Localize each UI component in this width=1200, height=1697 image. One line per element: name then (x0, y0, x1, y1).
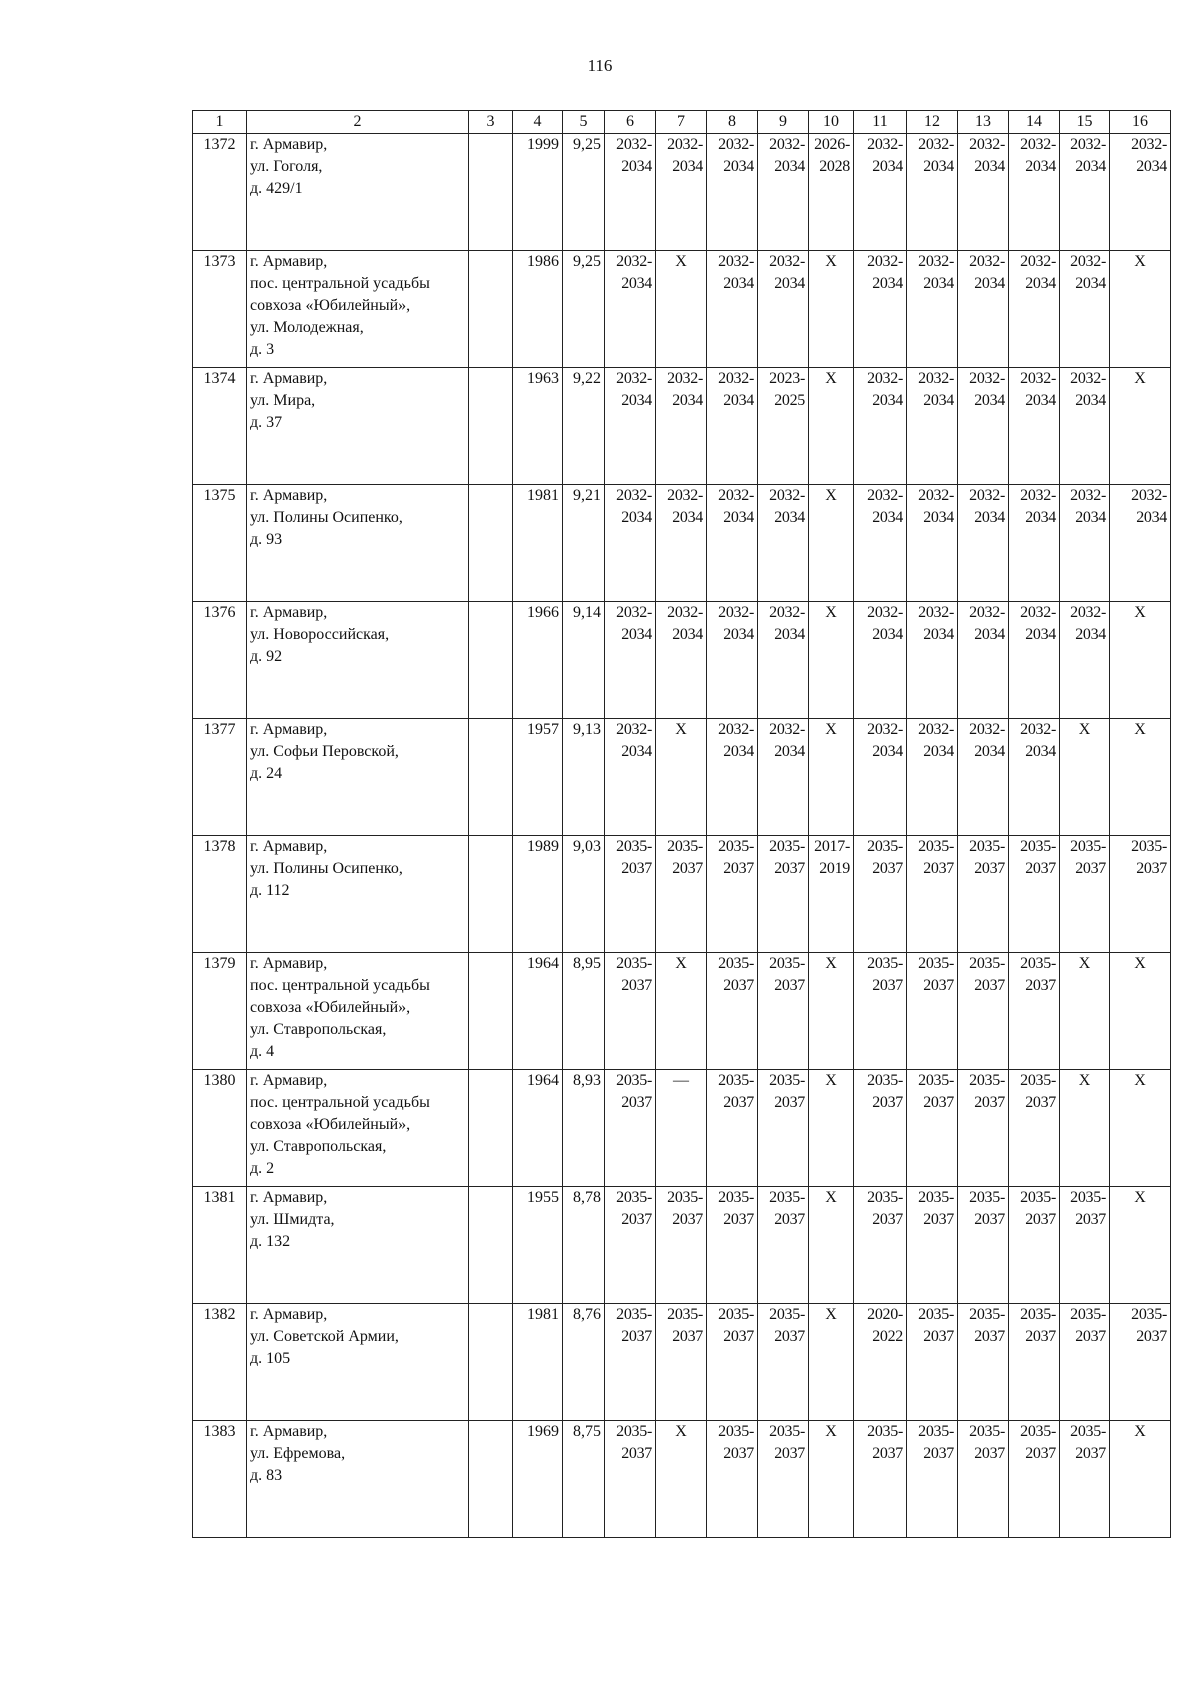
period-cell: 2035- 2037 (1009, 1070, 1060, 1187)
period-cell: — (656, 1070, 707, 1187)
address-cell: г. Армавир, ул. Шмидта, д. 132 (247, 1187, 469, 1304)
row-number: 1383 (193, 1421, 247, 1538)
row-number: 1373 (193, 251, 247, 368)
row-number: 1382 (193, 1304, 247, 1421)
period-cell: 2035- 2037 (1009, 1304, 1060, 1421)
year-cell: 1966 (513, 602, 563, 719)
period-cell: 2035- 2037 (707, 1187, 758, 1304)
data-table (192, 110, 1171, 1538)
period-cell: 2032- 2034 (1009, 368, 1060, 485)
period-cell: 2032- 2034 (707, 719, 758, 836)
period-cell: 2035- 2037 (707, 836, 758, 953)
period-cell: 2032- 2034 (1110, 485, 1171, 602)
period-cell: 2035- 2037 (1009, 1187, 1060, 1304)
period-cell: 2035- 2037 (958, 836, 1009, 953)
table-row (193, 134, 1171, 251)
period-cell: 2032- 2034 (605, 368, 656, 485)
period-cell: 2035- 2037 (958, 1421, 1009, 1538)
period-cell: 2035- 2037 (854, 1070, 907, 1187)
column-header: 7 (656, 111, 707, 134)
address-cell: г. Армавир, ул. Советской Армии, д. 105 (247, 1304, 469, 1421)
column-header: 12 (907, 111, 958, 134)
period-cell: 2035- 2037 (1110, 836, 1171, 953)
period-cell: X (1110, 1421, 1171, 1538)
period-cell: 2032- 2034 (758, 602, 809, 719)
header-row (193, 111, 1171, 134)
period-cell: 2035- 2037 (854, 836, 907, 953)
period-cell: 2035- 2037 (656, 1304, 707, 1421)
period-cell: X (809, 485, 854, 602)
year-cell: 1964 (513, 953, 563, 1070)
col3-cell (469, 1070, 513, 1187)
period-cell: 2035- 2037 (758, 953, 809, 1070)
col3-cell (469, 485, 513, 602)
col3-cell (469, 953, 513, 1070)
period-cell: 2035- 2037 (854, 953, 907, 1070)
period-cell: 2032- 2034 (1009, 485, 1060, 602)
period-cell: 2032- 2034 (1009, 251, 1060, 368)
period-cell: 2035- 2037 (758, 1070, 809, 1187)
period-cell: 2032- 2034 (707, 251, 758, 368)
period-cell: 2032- 2034 (958, 485, 1009, 602)
period-cell: 2032- 2034 (605, 719, 656, 836)
period-cell: 2032- 2034 (707, 134, 758, 251)
period-cell: X (1110, 251, 1171, 368)
period-cell: 2035- 2037 (758, 1421, 809, 1538)
table-row (193, 719, 1171, 836)
column-header: 1 (193, 111, 247, 134)
period-cell: 2035- 2037 (1060, 1421, 1110, 1538)
row-number: 1375 (193, 485, 247, 602)
period-cell: 2017- 2019 (809, 836, 854, 953)
value-cell: 8,78 (563, 1187, 605, 1304)
period-cell: 2035- 2037 (605, 1304, 656, 1421)
value-cell: 9,13 (563, 719, 605, 836)
value-cell: 9,25 (563, 134, 605, 251)
col3-cell (469, 251, 513, 368)
col3-cell (469, 1421, 513, 1538)
period-cell: 2035- 2037 (605, 1070, 656, 1187)
col3-cell (469, 134, 513, 251)
row-number: 1378 (193, 836, 247, 953)
period-cell: 2032- 2034 (1060, 485, 1110, 602)
period-cell: X (1110, 953, 1171, 1070)
period-cell: 2032- 2034 (605, 134, 656, 251)
period-cell: 2032- 2034 (854, 485, 907, 602)
period-cell: 2035- 2037 (1060, 1304, 1110, 1421)
period-cell: 2035- 2037 (758, 1304, 809, 1421)
table-row (193, 251, 1171, 368)
period-cell: 2032- 2034 (605, 251, 656, 368)
value-cell: 9,25 (563, 251, 605, 368)
period-cell: 2035- 2037 (907, 953, 958, 1070)
col3-cell (469, 1187, 513, 1304)
value-cell: 9,03 (563, 836, 605, 953)
year-cell: 1955 (513, 1187, 563, 1304)
period-cell: 2032- 2034 (1009, 602, 1060, 719)
period-cell: 2032- 2034 (707, 602, 758, 719)
period-cell: 2032- 2034 (907, 251, 958, 368)
period-cell: 2032- 2034 (605, 602, 656, 719)
period-cell: 2032- 2034 (1060, 251, 1110, 368)
period-cell: 2026- 2028 (809, 134, 854, 251)
year-cell: 1963 (513, 368, 563, 485)
period-cell: 2035- 2037 (758, 836, 809, 953)
table-row (193, 836, 1171, 953)
period-cell: 2035- 2037 (958, 1070, 1009, 1187)
period-cell: 2032- 2034 (907, 485, 958, 602)
period-cell: 2032- 2034 (907, 368, 958, 485)
address-cell: г. Армавир, пос. центральной усадьбы совхоза «Юбилейный», ул. Ставропольская, д. 2 (247, 1070, 469, 1187)
period-cell: 2035- 2037 (958, 1187, 1009, 1304)
period-cell: 2035- 2037 (958, 1304, 1009, 1421)
period-cell: X (809, 602, 854, 719)
value-cell: 8,76 (563, 1304, 605, 1421)
period-cell: 2035- 2037 (656, 1187, 707, 1304)
table-body (193, 134, 1171, 1538)
table-row (193, 485, 1171, 602)
column-header: 11 (854, 111, 907, 134)
period-cell: X (1110, 1187, 1171, 1304)
period-cell: X (809, 1187, 854, 1304)
period-cell: 2032- 2034 (907, 134, 958, 251)
col3-cell (469, 602, 513, 719)
period-cell: 2035- 2037 (907, 1187, 958, 1304)
table-row (193, 953, 1171, 1070)
period-cell: X (656, 251, 707, 368)
year-cell: 1981 (513, 485, 563, 602)
column-header: 14 (1009, 111, 1060, 134)
column-header: 15 (1060, 111, 1110, 134)
period-cell: X (809, 953, 854, 1070)
period-cell: 2035- 2037 (656, 836, 707, 953)
period-cell: 2032- 2034 (1060, 368, 1110, 485)
period-cell: X (656, 719, 707, 836)
period-cell: 2032- 2034 (1009, 719, 1060, 836)
value-cell: 8,95 (563, 953, 605, 1070)
row-number: 1381 (193, 1187, 247, 1304)
col3-cell (469, 836, 513, 953)
column-header: 3 (469, 111, 513, 134)
row-number: 1377 (193, 719, 247, 836)
period-cell: 2032- 2034 (958, 602, 1009, 719)
period-cell: X (809, 368, 854, 485)
value-cell: 9,22 (563, 368, 605, 485)
column-header: 13 (958, 111, 1009, 134)
period-cell: X (656, 953, 707, 1070)
table-row (193, 368, 1171, 485)
period-cell: 2032- 2034 (656, 134, 707, 251)
period-cell: 2035- 2037 (605, 1421, 656, 1538)
address-cell: г. Армавир, пос. центральной усадьбы совхоза «Юбилейный», ул. Молодежная, д. 3 (247, 251, 469, 368)
period-cell: X (809, 251, 854, 368)
period-cell: 2032- 2034 (1110, 134, 1171, 251)
period-cell: X (1110, 602, 1171, 719)
period-cell: 2020- 2022 (854, 1304, 907, 1421)
period-cell: X (809, 1304, 854, 1421)
column-header: 4 (513, 111, 563, 134)
period-cell: X (1060, 719, 1110, 836)
col3-cell (469, 1304, 513, 1421)
period-cell: 2023- 2025 (758, 368, 809, 485)
period-cell: X (1110, 719, 1171, 836)
period-cell: 2032- 2034 (854, 251, 907, 368)
period-cell: 2032- 2034 (758, 719, 809, 836)
year-cell: 1986 (513, 251, 563, 368)
page-number: 116 (587, 56, 613, 75)
col3-cell (469, 719, 513, 836)
period-cell: X (809, 1070, 854, 1187)
period-cell: 2035- 2037 (707, 1304, 758, 1421)
value-cell: 8,75 (563, 1421, 605, 1538)
column-header: 6 (605, 111, 656, 134)
period-cell: 2032- 2034 (958, 368, 1009, 485)
period-cell: X (1110, 1070, 1171, 1187)
address-cell: г. Армавир, ул. Полины Осипенко, д. 93 (247, 485, 469, 602)
period-cell: 2032- 2034 (758, 134, 809, 251)
year-cell: 1964 (513, 1070, 563, 1187)
period-cell: 2032- 2034 (907, 602, 958, 719)
table-row (193, 1187, 1171, 1304)
column-header: 2 (247, 111, 469, 134)
period-cell: X (809, 1421, 854, 1538)
period-cell: 2032- 2034 (854, 602, 907, 719)
period-cell: 2035- 2037 (1009, 1421, 1060, 1538)
period-cell: 2032- 2034 (656, 368, 707, 485)
period-cell: 2035- 2037 (1110, 1304, 1171, 1421)
period-cell: 2035- 2037 (907, 836, 958, 953)
row-number: 1380 (193, 1070, 247, 1187)
period-cell: 2035- 2037 (854, 1421, 907, 1538)
period-cell: 2032- 2034 (958, 719, 1009, 836)
column-header: 5 (563, 111, 605, 134)
address-cell: г. Армавир, ул. Новороссийская, д. 92 (247, 602, 469, 719)
table-row (193, 1070, 1171, 1187)
value-cell: 8,93 (563, 1070, 605, 1187)
period-cell: 2035- 2037 (707, 953, 758, 1070)
col3-cell (469, 368, 513, 485)
row-number: 1372 (193, 134, 247, 251)
period-cell: X (1060, 953, 1110, 1070)
period-cell: 2032- 2034 (854, 368, 907, 485)
period-cell: 2032- 2034 (958, 134, 1009, 251)
row-number: 1374 (193, 368, 247, 485)
period-cell: 2035- 2037 (907, 1304, 958, 1421)
table-row (193, 1421, 1171, 1538)
period-cell: 2035- 2037 (758, 1187, 809, 1304)
table-row (193, 1304, 1171, 1421)
period-cell: 2032- 2034 (1009, 134, 1060, 251)
period-cell: X (1060, 1070, 1110, 1187)
period-cell: 2035- 2037 (605, 836, 656, 953)
year-cell: 1969 (513, 1421, 563, 1538)
column-header: 8 (707, 111, 758, 134)
period-cell: 2032- 2034 (1060, 602, 1110, 719)
period-cell: 2035- 2037 (907, 1421, 958, 1538)
period-cell: 2035- 2037 (707, 1070, 758, 1187)
column-header: 16 (1110, 111, 1171, 134)
year-cell: 1989 (513, 836, 563, 953)
year-cell: 1981 (513, 1304, 563, 1421)
address-cell: г. Армавир, пос. центральной усадьбы совхоза «Юбилейный», ул. Ставропольская, д. 4 (247, 953, 469, 1070)
address-cell: г. Армавир, ул. Гоголя, д. 429/1 (247, 134, 469, 251)
period-cell: 2035- 2037 (958, 953, 1009, 1070)
period-cell: 2032- 2034 (1060, 134, 1110, 251)
period-cell: 2032- 2034 (758, 251, 809, 368)
period-cell: X (1110, 368, 1171, 485)
period-cell: 2035- 2037 (1060, 1187, 1110, 1304)
period-cell: 2032- 2034 (656, 602, 707, 719)
period-cell: 2035- 2037 (1009, 836, 1060, 953)
address-cell: г. Армавир, ул. Софьи Перовской, д. 24 (247, 719, 469, 836)
period-cell: 2035- 2037 (1060, 836, 1110, 953)
period-cell: 2035- 2037 (1009, 953, 1060, 1070)
period-cell: 2032- 2034 (707, 368, 758, 485)
period-cell: 2035- 2037 (707, 1421, 758, 1538)
row-number: 1376 (193, 602, 247, 719)
value-cell: 9,21 (563, 485, 605, 602)
period-cell: X (809, 719, 854, 836)
period-cell: 2032- 2034 (707, 485, 758, 602)
period-cell: X (656, 1421, 707, 1538)
year-cell: 1957 (513, 719, 563, 836)
address-cell: г. Армавир, ул. Мира, д. 37 (247, 368, 469, 485)
value-cell: 9,14 (563, 602, 605, 719)
column-header: 9 (758, 111, 809, 134)
address-cell: г. Армавир, ул. Ефремова, д. 83 (247, 1421, 469, 1538)
row-number: 1379 (193, 953, 247, 1070)
address-cell: г. Армавир, ул. Полины Осипенко, д. 112 (247, 836, 469, 953)
period-cell: 2032- 2034 (758, 485, 809, 602)
period-cell: 2032- 2034 (605, 485, 656, 602)
year-cell: 1999 (513, 134, 563, 251)
period-cell: 2032- 2034 (907, 719, 958, 836)
column-header: 10 (809, 111, 854, 134)
period-cell: 2035- 2037 (605, 1187, 656, 1304)
table-row (193, 602, 1171, 719)
period-cell: 2032- 2034 (656, 485, 707, 602)
period-cell: 2032- 2034 (958, 251, 1009, 368)
period-cell: 2035- 2037 (854, 1187, 907, 1304)
period-cell: 2032- 2034 (854, 134, 907, 251)
period-cell: 2035- 2037 (907, 1070, 958, 1187)
period-cell: 2035- 2037 (605, 953, 656, 1070)
period-cell: 2032- 2034 (854, 719, 907, 836)
